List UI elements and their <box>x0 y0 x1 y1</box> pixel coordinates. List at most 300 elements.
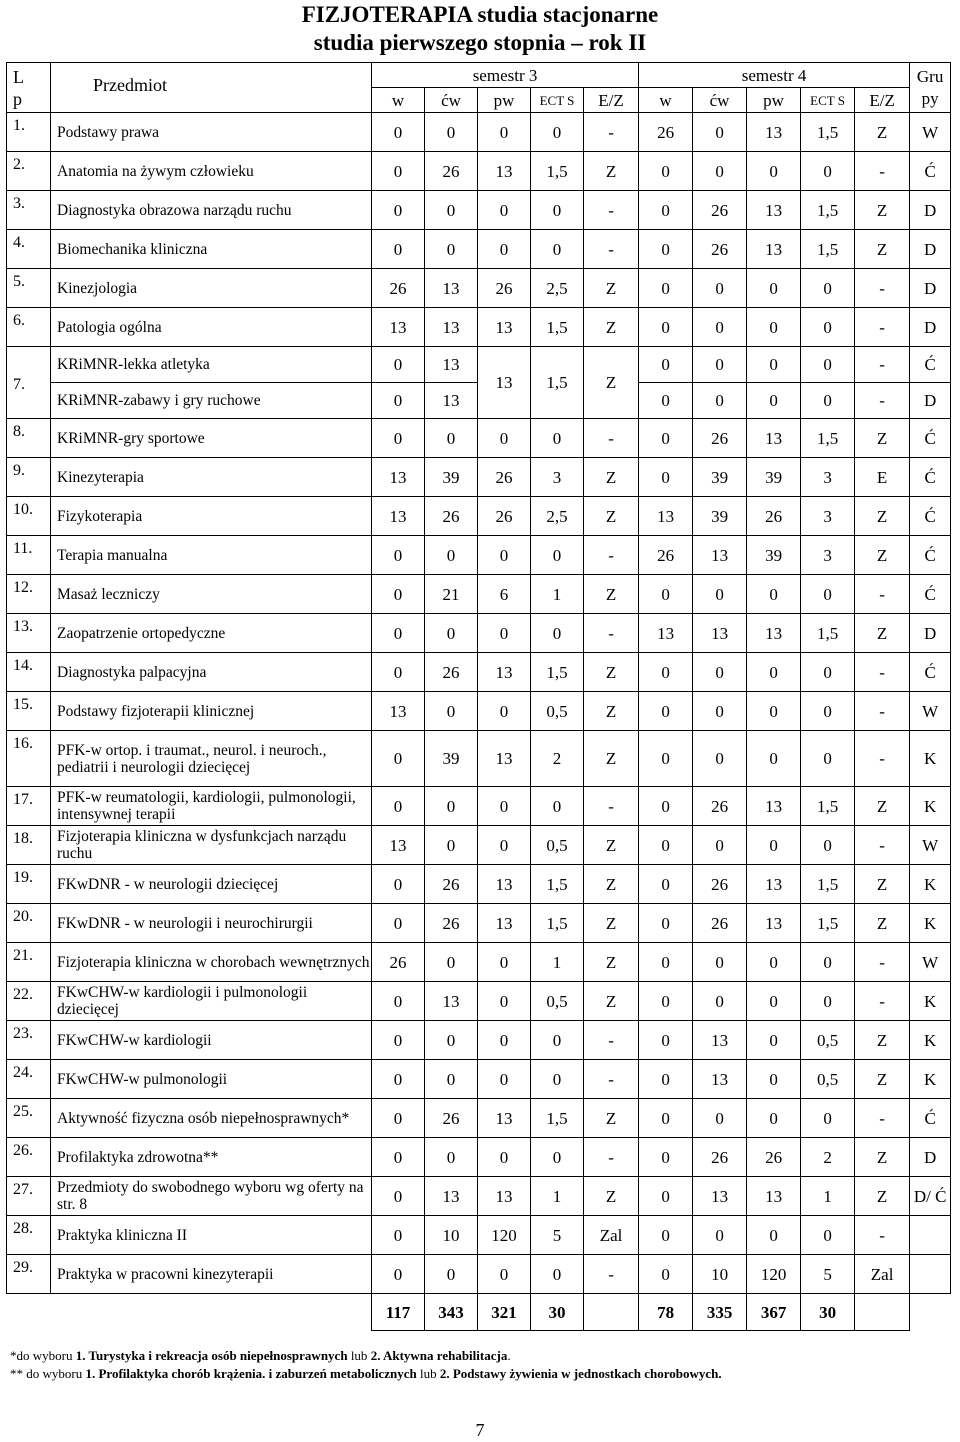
cell-ects-s4: 0 <box>801 1216 855 1255</box>
cell-group: Ć <box>910 536 951 575</box>
cell-ects-s3: 1,5 <box>531 347 584 419</box>
cell-group: D <box>910 1138 951 1177</box>
col-ez-s3: E/Z <box>584 88 639 113</box>
cell-pw-s4: 13 <box>747 1177 801 1216</box>
cell-ects-s3: 5 <box>531 1216 584 1255</box>
table-row <box>7 1216 951 1255</box>
row-subject: Podstawy prawa <box>51 113 372 152</box>
cell-ects-s4: 1,5 <box>801 230 855 269</box>
row-subject: Terapia manualna <box>51 536 372 575</box>
table-row <box>7 458 951 497</box>
cell-pw-s3: 0 <box>478 1255 531 1294</box>
cell-ects-s4: 0 <box>801 347 855 383</box>
cell-ects-s4: 3 <box>801 536 855 575</box>
row-subject: Fizjoterapia kliniczna w chorobach wewnętrznych <box>51 943 372 982</box>
table-row <box>7 230 951 269</box>
cell-group: W <box>910 943 951 982</box>
table-row <box>7 1021 951 1060</box>
cell-pw-s3: 0 <box>478 191 531 230</box>
cell-ects-s4: 1,5 <box>801 614 855 653</box>
cell-ects-s3: 2 <box>531 731 584 787</box>
cell-pw-s3: 6 <box>478 575 531 614</box>
cell-ects-s4: 1,5 <box>801 419 855 458</box>
cell-pw-s3: 13 <box>478 653 531 692</box>
row-lp: 20. <box>7 904 51 943</box>
cell-w-s3: 13 <box>372 308 425 347</box>
cell-ects-s3: 1,5 <box>531 308 584 347</box>
cell-cw-s3: 10 <box>425 1216 478 1255</box>
cell-cw-s4: 0 <box>693 653 747 692</box>
footnote-1-prefix: *do wyboru <box>10 1348 76 1363</box>
cell-pw-s3: 13 <box>478 865 531 904</box>
cell-ez-s3: Z <box>584 904 639 943</box>
row-subject: PFK-w reumatologii, kardiologii, pulmonologii, intensywnej terapii <box>51 787 372 826</box>
cell-pw-s3: 0 <box>478 230 531 269</box>
table-row <box>7 614 951 653</box>
cell-w-s3: 0 <box>372 230 425 269</box>
cell-ez-s3: Z <box>584 731 639 787</box>
cell-ez-s3: Z <box>584 826 639 865</box>
col-ects-s4: ECT S <box>801 88 855 113</box>
cell-ects-s3: 1,5 <box>531 1099 584 1138</box>
cell-w-s3: 0 <box>372 1060 425 1099</box>
cell-cw-s3: 0 <box>425 826 478 865</box>
cell-ez-s4: Zal <box>855 1255 910 1294</box>
cell-ez-s4: E <box>855 458 910 497</box>
cell-group: K <box>910 787 951 826</box>
cell-group: Ć <box>910 653 951 692</box>
table-row <box>7 536 951 575</box>
cell-ects-s4: 0 <box>801 575 855 614</box>
table-row <box>7 419 951 458</box>
cell-cw-s4: 26 <box>693 904 747 943</box>
cell-w-s4: 0 <box>639 1060 693 1099</box>
col-pw-s3: pw <box>478 88 531 113</box>
cell-ez-s4: - <box>855 692 910 731</box>
cell-w-s4: 0 <box>639 943 693 982</box>
cell-ects-s3: 0,5 <box>531 692 584 731</box>
cell-pw-s3: 13 <box>478 308 531 347</box>
cell-cw-s3: 13 <box>425 383 478 419</box>
cell-group: Ć <box>910 575 951 614</box>
cell-ects-s4: 1,5 <box>801 191 855 230</box>
cell-pw-s4: 39 <box>747 536 801 575</box>
cell-pw-s3: 0 <box>478 982 531 1021</box>
row-subject: Zaopatrzenie ortopedyczne <box>51 614 372 653</box>
cell-ects-s3: 2,5 <box>531 269 584 308</box>
cell-cw-s3: 0 <box>425 1138 478 1177</box>
header-subject: Przedmiot <box>51 63 372 113</box>
cell-w-s3: 0 <box>372 575 425 614</box>
row-subject: FKwCHW-w pulmonologii <box>51 1060 372 1099</box>
totals-spacer <box>7 1294 372 1331</box>
cell-ez-s4: Z <box>855 1138 910 1177</box>
cell-ects-s3: 2,5 <box>531 497 584 536</box>
cell-w-s4: 0 <box>639 653 693 692</box>
cell-cw-s4: 13 <box>693 1021 747 1060</box>
cell-ects-s4: 1,5 <box>801 113 855 152</box>
row-subject: FKwDNR - w neurologii i neurochirurgii <box>51 904 372 943</box>
cell-w-s4: 0 <box>639 419 693 458</box>
cell-ects-s3: 1,5 <box>531 865 584 904</box>
cell-ez-s3: Z <box>584 575 639 614</box>
cell-group: K <box>910 865 951 904</box>
cell-ects-s4: 0,5 <box>801 1021 855 1060</box>
cell-pw-s3: 13 <box>478 904 531 943</box>
cell-pw-s4: 13 <box>747 191 801 230</box>
header-groups-a: Gru <box>916 66 944 86</box>
cell-cw-s4: 0 <box>693 347 747 383</box>
cell-cw-s4: 26 <box>693 230 747 269</box>
footnote-1 <box>10 1348 511 1364</box>
cell-w-s3: 0 <box>372 731 425 787</box>
total-ez-s3 <box>584 1294 639 1331</box>
cell-ez-s4: - <box>855 383 910 419</box>
cell-pw-s3: 0 <box>478 419 531 458</box>
cell-pw-s3: 0 <box>478 943 531 982</box>
cell-cw-s3: 0 <box>425 1255 478 1294</box>
cell-ez-s4: - <box>855 653 910 692</box>
table-row <box>7 1138 951 1177</box>
cell-ects-s3: 1 <box>531 575 584 614</box>
cell-ez-s3: - <box>584 419 639 458</box>
footnote-2-option-2: 2. Podstawy żywienia w jednostkach chorobowych. <box>439 1366 722 1381</box>
cell-cw-s3: 26 <box>425 1099 478 1138</box>
cell-w-s3: 0 <box>372 1021 425 1060</box>
cell-w-s3: 0 <box>372 536 425 575</box>
cell-cw-s3: 0 <box>425 692 478 731</box>
table-row <box>7 191 951 230</box>
cell-ects-s3: 1,5 <box>531 904 584 943</box>
row-lp: 7. <box>7 347 51 419</box>
cell-ects-s3: 0 <box>531 1138 584 1177</box>
cell-pw-s3: 0 <box>478 692 531 731</box>
row-lp: 13. <box>7 614 51 653</box>
cell-pw-s3: 0 <box>478 787 531 826</box>
cell-ects-s3: 1 <box>531 1177 584 1216</box>
cell-ects-s4: 0 <box>801 383 855 419</box>
cell-ez-s4: Z <box>855 113 910 152</box>
row-subject: Kinezjologia <box>51 269 372 308</box>
cell-w-s4: 0 <box>639 982 693 1021</box>
cell-pw-s4: 0 <box>747 383 801 419</box>
cell-cw-s3: 0 <box>425 230 478 269</box>
cell-ez-s3: Zal <box>584 1216 639 1255</box>
cell-group <box>910 1255 951 1294</box>
cell-cw-s3: 0 <box>425 1021 478 1060</box>
cell-ects-s4: 0 <box>801 308 855 347</box>
col-w-s4: w <box>639 88 693 113</box>
header-lp-l: L <box>13 66 24 87</box>
row-lp: 4. <box>7 230 51 269</box>
cell-w-s4: 0 <box>639 731 693 787</box>
cell-cw-s3: 0 <box>425 191 478 230</box>
cell-cw-s4: 13 <box>693 1060 747 1099</box>
cell-pw-s4: 13 <box>747 865 801 904</box>
cell-ez-s3: - <box>584 1255 639 1294</box>
cell-pw-s4: 0 <box>747 152 801 191</box>
cell-cw-s4: 0 <box>693 826 747 865</box>
col-ez-s4: E/Z <box>855 88 910 113</box>
row-subject: KRiMNR-gry sportowe <box>51 419 372 458</box>
cell-group: D <box>910 614 951 653</box>
row-lp: 27. <box>7 1177 51 1216</box>
cell-cw-s4: 26 <box>693 191 747 230</box>
cell-ects-s3: 0 <box>531 1255 584 1294</box>
cell-ects-s4: 0 <box>801 943 855 982</box>
cell-group: D/ Ć <box>910 1177 951 1216</box>
document-title: FIZJOTERAPIA studia stacjonarne <box>301 2 659 27</box>
col-ects-s3: ECT S <box>531 88 584 113</box>
cell-w-s4: 26 <box>639 113 693 152</box>
row-subject: Profilaktyka zdrowotna** <box>51 1138 372 1177</box>
cell-w-s3: 0 <box>372 904 425 943</box>
footnote-1-option-2: 2. Aktywna rehabilitacja <box>370 1348 508 1363</box>
cell-cw-s3: 26 <box>425 497 478 536</box>
cell-cw-s3: 0 <box>425 787 478 826</box>
cell-cw-s4: 0 <box>693 982 747 1021</box>
row-subject: Fizykoterapia <box>51 497 372 536</box>
cell-pw-s4: 0 <box>747 575 801 614</box>
cell-pw-s4: 39 <box>747 458 801 497</box>
cell-ects-s3: 1,5 <box>531 653 584 692</box>
header-semester-4: semestr 4 <box>639 63 910 88</box>
cell-cw-s4: 0 <box>693 692 747 731</box>
cell-w-s4: 0 <box>639 1021 693 1060</box>
cell-cw-s3: 13 <box>425 347 478 383</box>
cell-cw-s4: 0 <box>693 575 747 614</box>
row-lp: 5. <box>7 269 51 308</box>
row-subject: Biomechanika kliniczna <box>51 230 372 269</box>
cell-ez-s4: Z <box>855 865 910 904</box>
cell-ez-s3: Z <box>584 458 639 497</box>
cell-pw-s4: 13 <box>747 113 801 152</box>
cell-ects-s4: 3 <box>801 458 855 497</box>
cell-ects-s4: 0 <box>801 653 855 692</box>
row-lp: 28. <box>7 1216 51 1255</box>
cell-ez-s3: Z <box>584 943 639 982</box>
cell-pw-s4: 0 <box>747 943 801 982</box>
cell-ez-s4: Z <box>855 904 910 943</box>
total-group <box>910 1294 951 1331</box>
total-ez-s4 <box>855 1294 910 1331</box>
cell-cw-s4: 0 <box>693 1216 747 1255</box>
cell-cw-s4: 26 <box>693 419 747 458</box>
cell-pw-s3: 26 <box>478 269 531 308</box>
cell-pw-s3: 26 <box>478 458 531 497</box>
cell-w-s3: 0 <box>372 113 425 152</box>
cell-cw-s4: 13 <box>693 1177 747 1216</box>
cell-pw-s4: 0 <box>747 826 801 865</box>
cell-pw-s3: 0 <box>478 1060 531 1099</box>
row-lp: 26. <box>7 1138 51 1177</box>
cell-pw-s4: 0 <box>747 347 801 383</box>
cell-ects-s3: 1 <box>531 943 584 982</box>
cell-ez-s3: Z <box>584 308 639 347</box>
row-lp: 22. <box>7 982 51 1021</box>
cell-cw-s3: 26 <box>425 904 478 943</box>
cell-cw-s4: 26 <box>693 1138 747 1177</box>
cell-w-s4: 0 <box>639 692 693 731</box>
cell-ects-s3: 1,5 <box>531 152 584 191</box>
cell-cw-s4: 0 <box>693 943 747 982</box>
cell-ects-s3: 0 <box>531 1021 584 1060</box>
cell-w-s4: 0 <box>639 269 693 308</box>
cell-ez-s3: - <box>584 191 639 230</box>
cell-group: D <box>910 191 951 230</box>
cell-cw-s3: 26 <box>425 152 478 191</box>
cell-ez-s4: Z <box>855 536 910 575</box>
cell-w-s3: 0 <box>372 347 425 383</box>
cell-w-s3: 0 <box>372 1099 425 1138</box>
cell-w-s3: 0 <box>372 419 425 458</box>
cell-w-s4: 0 <box>639 152 693 191</box>
cell-w-s3: 26 <box>372 269 425 308</box>
col-w-s3: w <box>372 88 425 113</box>
cell-group: W <box>910 113 951 152</box>
cell-group: K <box>910 1021 951 1060</box>
cell-cw-s3: 39 <box>425 458 478 497</box>
cell-ez-s3: - <box>584 230 639 269</box>
total-ects-s4: 30 <box>801 1294 855 1331</box>
header-groups <box>910 63 951 113</box>
cell-ects-s3: 0 <box>531 536 584 575</box>
row-subject: Masaż leczniczy <box>51 575 372 614</box>
cell-ects-s3: 0 <box>531 1060 584 1099</box>
row-lp: 18. <box>7 826 51 865</box>
cell-pw-s3: 0 <box>478 1021 531 1060</box>
table-row <box>7 269 951 308</box>
col-cw-s4: ćw <box>693 88 747 113</box>
table-row <box>7 787 951 826</box>
cell-ez-s3: - <box>584 1060 639 1099</box>
cell-ects-s4: 1,5 <box>801 904 855 943</box>
cell-ects-s4: 0 <box>801 692 855 731</box>
table-row <box>7 904 951 943</box>
cell-ez-s4: Z <box>855 787 910 826</box>
row-lp: 25. <box>7 1099 51 1138</box>
row-subject: Diagnostyka obrazowa narządu ruchu <box>51 191 372 230</box>
cell-w-s4: 13 <box>639 497 693 536</box>
cell-w-s3: 0 <box>372 865 425 904</box>
cell-cw-s4: 0 <box>693 383 747 419</box>
cell-ez-s4: - <box>855 826 910 865</box>
table-row <box>7 1099 951 1138</box>
cell-cw-s4: 39 <box>693 458 747 497</box>
cell-ects-s3: 0 <box>531 230 584 269</box>
cell-ez-s3: Z <box>584 865 639 904</box>
cell-ects-s4: 0 <box>801 1099 855 1138</box>
row-lp: 23. <box>7 1021 51 1060</box>
cell-w-s4: 0 <box>639 1255 693 1294</box>
table-row <box>7 731 951 787</box>
cell-pw-s4: 13 <box>747 230 801 269</box>
row-subject: Kinezyterapia <box>51 458 372 497</box>
row-subject: FKwCHW-w kardiologii i pulmonologii dziecięcej <box>51 982 372 1021</box>
row-lp: 10. <box>7 497 51 536</box>
cell-cw-s3: 13 <box>425 1177 478 1216</box>
cell-ects-s4: 3 <box>801 497 855 536</box>
cell-pw-s3: 0 <box>478 1138 531 1177</box>
table-row <box>7 1060 951 1099</box>
cell-w-s3: 13 <box>372 497 425 536</box>
cell-ez-s4: - <box>855 269 910 308</box>
cell-cw-s3: 0 <box>425 614 478 653</box>
cell-pw-s4: 0 <box>747 653 801 692</box>
cell-w-s4: 0 <box>639 904 693 943</box>
cell-ez-s3: Z <box>584 497 639 536</box>
cell-ects-s3: 0 <box>531 787 584 826</box>
table-row <box>7 1177 951 1216</box>
cell-pw-s4: 0 <box>747 692 801 731</box>
cell-w-s4: 0 <box>639 1216 693 1255</box>
footnote-1-end: . <box>507 1348 511 1363</box>
cell-ez-s3: - <box>584 614 639 653</box>
cell-ects-s4: 1,5 <box>801 865 855 904</box>
row-lp: 1. <box>7 113 51 152</box>
total-pw-s4: 367 <box>747 1294 801 1331</box>
cell-group: K <box>910 982 951 1021</box>
row-subject: KRiMNR-lekka atletyka <box>51 347 372 383</box>
footnote-2-or: lub <box>416 1366 440 1381</box>
row-subject: Praktyka w pracowni kinezyterapii <box>51 1255 372 1294</box>
cell-pw-s3: 0 <box>478 614 531 653</box>
cell-group: W <box>910 692 951 731</box>
cell-w-s3: 0 <box>372 653 425 692</box>
cell-cw-s4: 13 <box>693 536 747 575</box>
cell-ects-s3: 0 <box>531 419 584 458</box>
row-lp: 6. <box>7 308 51 347</box>
cell-group: D <box>910 269 951 308</box>
cell-group: Ć <box>910 458 951 497</box>
row-subject: FKwDNR - w neurologii dziecięcej <box>51 865 372 904</box>
cell-group: K <box>910 1060 951 1099</box>
cell-w-s4: 0 <box>639 1099 693 1138</box>
table-row <box>7 497 951 536</box>
cell-ez-s4: Z <box>855 614 910 653</box>
cell-cw-s4: 0 <box>693 113 747 152</box>
document-subtitle: studia pierwszego stopnia – rok II <box>313 30 647 55</box>
cell-ez-s4: - <box>855 152 910 191</box>
cell-pw-s4: 120 <box>747 1255 801 1294</box>
page-number: 7 <box>475 1420 485 1440</box>
total-cw-s4: 335 <box>693 1294 747 1331</box>
cell-w-s3: 13 <box>372 826 425 865</box>
cell-pw-s3: 13 <box>478 731 531 787</box>
cell-ez-s4: Z <box>855 191 910 230</box>
table-row <box>7 152 951 191</box>
table-row <box>7 1255 951 1294</box>
cell-ez-s3: - <box>584 787 639 826</box>
cell-cw-s3: 21 <box>425 575 478 614</box>
cell-pw-s4: 0 <box>747 1021 801 1060</box>
curriculum-table <box>6 62 951 1331</box>
cell-ects-s3: 0 <box>531 614 584 653</box>
cell-ects-s3: 0,5 <box>531 826 584 865</box>
cell-pw-s4: 26 <box>747 1138 801 1177</box>
cell-group: K <box>910 904 951 943</box>
cell-pw-s4: 13 <box>747 787 801 826</box>
cell-group: D <box>910 383 951 419</box>
cell-pw-s4: 0 <box>747 1216 801 1255</box>
cell-ez-s3: Z <box>584 1177 639 1216</box>
cell-ects-s4: 0 <box>801 826 855 865</box>
row-subject: Patologia ogólna <box>51 308 372 347</box>
cell-w-s4: 0 <box>639 787 693 826</box>
cell-ects-s4: 0 <box>801 269 855 308</box>
cell-ez-s4: - <box>855 1099 910 1138</box>
cell-pw-s4: 0 <box>747 308 801 347</box>
